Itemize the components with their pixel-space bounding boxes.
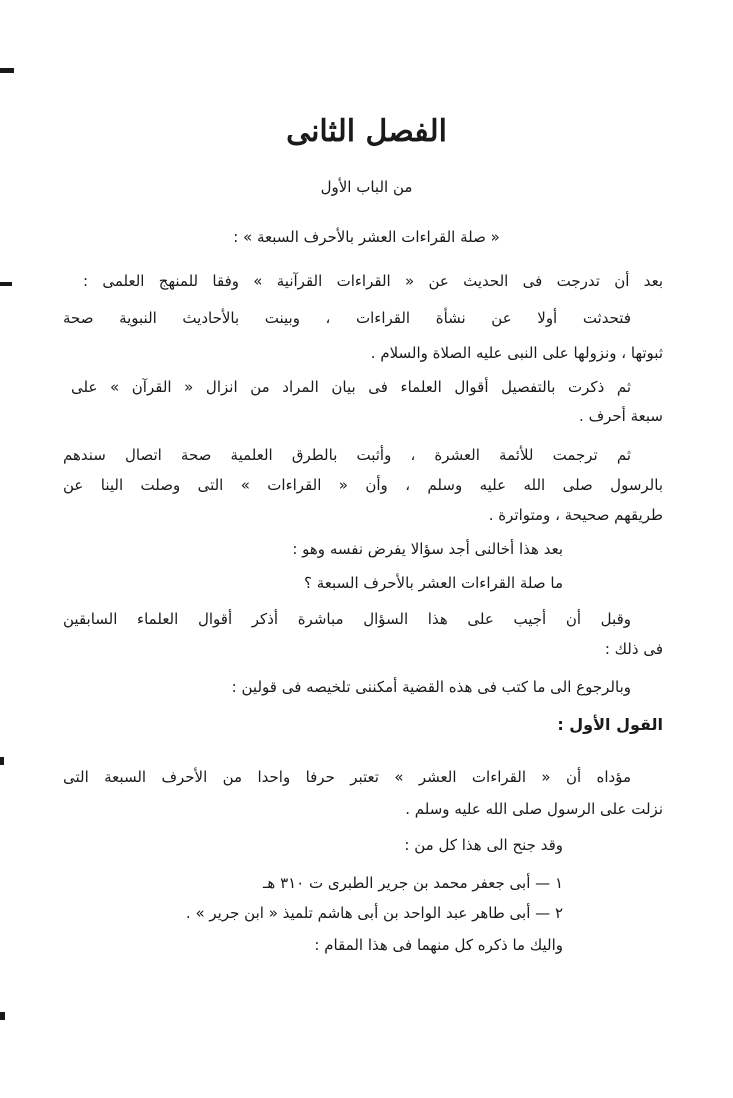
list-item: ٢ — أبى طاهر عبد الواحد بن أبى هاشم تلميذ « ابن جرير » . (185, 904, 563, 922)
chapter-title: الفصل الثانى (286, 114, 447, 149)
paragraph-line: بالرسول صلى الله عليه وسلم ، وأن « القراءات » التى وصلت الينا عن (63, 476, 663, 494)
paragraph-line: فتحدثت أولا عن نشأة القراءات ، وبينت بالأحاديث النبوية صحة (63, 309, 631, 327)
scan-mark-lower (0, 757, 4, 765)
paragraph-line: مؤداه أن « القراءات العشر » تعتبر حرفا واحدا من الأحرف السبعة التى (63, 768, 631, 786)
scan-mark-bottom (0, 1012, 5, 1020)
scan-mark-top (0, 68, 14, 73)
paragraph-line: وقد جنح الى هذا كل من : (404, 836, 563, 854)
list-item: ١ — أبى جعفر محمد بن جرير الطبرى ت ٣١٠ هـ (262, 874, 563, 892)
first-opinion-heading: القول الأول : (557, 715, 663, 734)
paragraph-line: واليك ما ذكره كل منهما فى هذا المقام : (314, 936, 563, 954)
paragraph-line: فى ذلك : (604, 640, 663, 658)
paragraph-line: ثم ذكرت بالتفصيل أقوال العلماء فى بيان المراد من انزال « القرآن » على (71, 378, 631, 396)
paragraph-line: وقبل أن أجيب على هذا السؤال مباشرة أذكر أقوال العلماء السابقين (63, 610, 631, 628)
paragraph-line: ما صلة القراءات العشر بالأحرف السبعة ؟ (304, 574, 563, 592)
paragraph-line: ثم ترجمت للأئمة العشرة ، وأثبت بالطرق العلمية صحة اتصال سندهم (63, 446, 631, 464)
paragraph-line: بعد هذا أخالنى أجد سؤالا يفرض نفسه وهو : (292, 540, 563, 558)
chapter-subtitle: من الباب الأول (320, 178, 413, 196)
section-title: « صلة القراءات العشر بالأحرف السبعة » : (233, 228, 500, 246)
paragraph-line: وبالرجوع الى ما كتب فى هذه القضية أمكننى تلخيصه فى قولين : (231, 678, 631, 696)
scan-mark-middle (0, 282, 12, 286)
paragraph-line: ثبوتها ، ونزولها على النبى عليه الصلاة والسلام . (370, 344, 663, 362)
paragraph-line: طريقهم صحيحة ، ومتواترة . (488, 506, 663, 524)
paragraph-line: بعد أن تدرجت فى الحديث عن « القراءات القرآنية » وفقا للمنهج العلمى : (83, 272, 663, 290)
paragraph-line: نزلت على الرسول صلى الله عليه وسلم . (405, 800, 663, 818)
paragraph-line: سبعة أحرف . (579, 407, 663, 425)
